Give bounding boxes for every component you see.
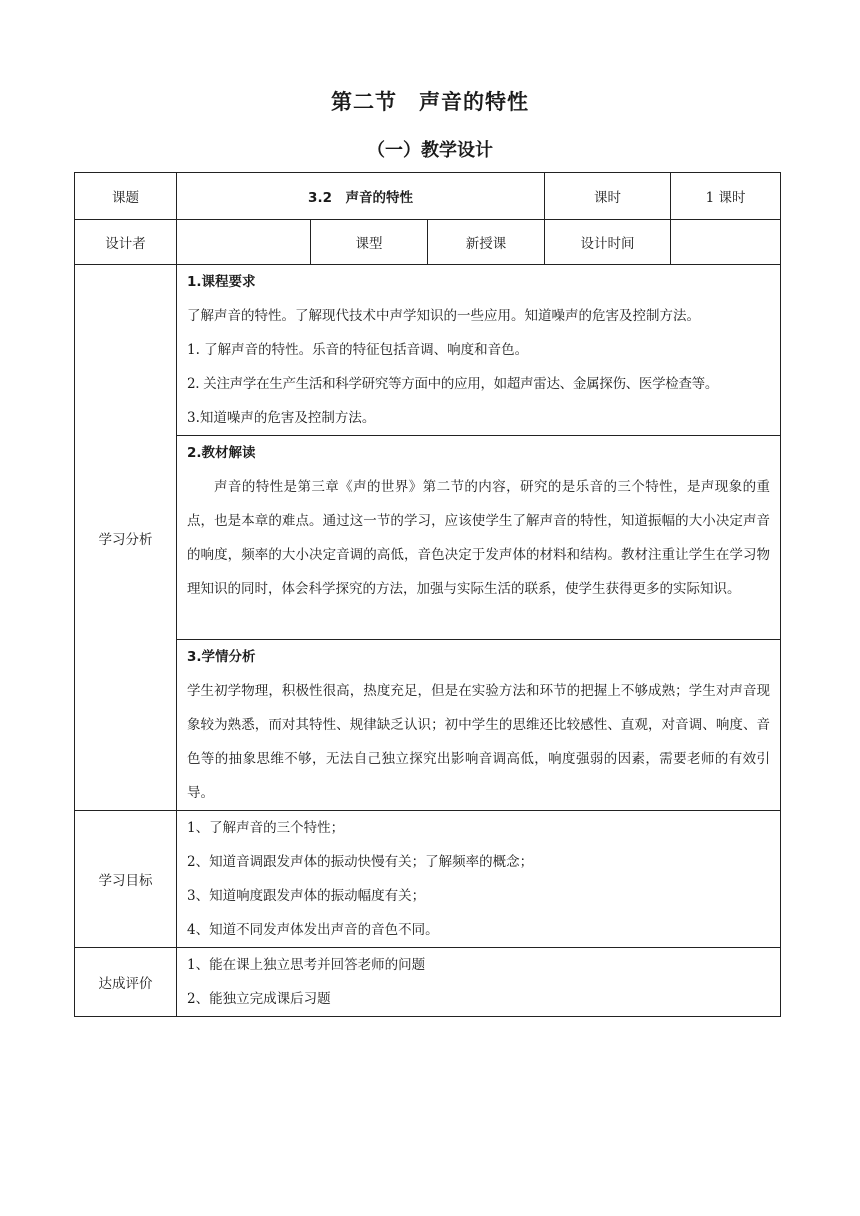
textbook-cell: [177, 436, 781, 640]
evaluation-item: 2、能独立完成课后习题: [187, 991, 331, 1007]
requirements-line: 3.知道噪声的危害及控制方法。: [187, 410, 376, 426]
topic-value: 3.2 声音的特性: [177, 173, 545, 220]
topic-label: 课题: [75, 173, 177, 220]
textbook-paragraph: 声音的特性是第三章《声的世界》第二节的内容，研究的是乐音的三个特性，是声现象的重点，也是本章的难点。通过这一节的学习，应该使学生了解声音的特性，知道振幅的大小决定声音的响度，频率的大小决定音调的高低，音色决定于发声体的材料和结构。教材注重让学生在学习物理知识的同时，体会科学探究的方法，加强与实际生活的联系，使学生获得更多的实际知识。: [187, 479, 771, 597]
page-title: 第二节 声音的特性: [331, 90, 529, 114]
design-time-label: 设计时间: [545, 220, 671, 265]
textbook-heading: 2.教材解读: [187, 445, 256, 461]
table-row-designer: [75, 220, 781, 265]
objective-item: 4、知道不同发声体发出声音的音色不同。: [187, 922, 439, 938]
type-label: 课型: [311, 220, 428, 265]
period-label: 课时: [545, 173, 671, 220]
objective-item: 1、了解声音的三个特性；: [187, 820, 345, 836]
designer-value: [177, 220, 311, 265]
period-value: 1 课时: [671, 173, 781, 220]
table-row-evaluation: [75, 948, 781, 1017]
requirements-cell: [177, 265, 781, 436]
students-heading: 3.学情分析: [187, 649, 256, 665]
objective-item: 2、知道音调跟发声体的振动快慢有关；了解频率的概念；: [187, 854, 534, 870]
table-row-requirements: [75, 265, 781, 436]
requirements-line: 1. 了解声音的特性。乐音的特征包括音调、响度和音色。: [187, 342, 529, 358]
students-cell: [177, 640, 781, 811]
evaluation-item: 1、能在课上独立思考并回答老师的问题: [187, 957, 426, 973]
table-row-students: [75, 640, 781, 811]
objective-item: 3、知道响度跟发声体的振动幅度有关；: [187, 888, 426, 904]
table-row-topic: [75, 173, 781, 220]
objectives-label: 学习目标: [75, 811, 177, 948]
requirements-line: 2. 关注声学在生产生活和科学研究等方面中的应用，如超声雷达、金属探伤、医学检查等。: [187, 376, 719, 392]
students-paragraph: 学生初学物理，积极性很高，热度充足，但是在实验方法和环节的把握上不够成熟；学生对声音现象较为熟悉，而对其特性、规律缺乏认识；初中学生的思维还比较感性、直观，对音调、响度、音色等的抽象思维不够，无法自己独立探究出影响音调高低，响度强弱的因素，需要老师的有效引导。: [187, 683, 771, 801]
evaluation-label: 达成评价: [75, 948, 177, 1017]
objectives-cell: [177, 811, 781, 948]
evaluation-cell: [177, 948, 781, 1017]
designer-label: 设计者: [75, 220, 177, 265]
analysis-label: 学习分析: [75, 265, 177, 811]
requirements-heading: 1.课程要求: [187, 274, 256, 290]
requirements-line: 了解声音的特性。了解现代技术中声学知识的一些应用。知道噪声的危害及控制方法。: [187, 308, 700, 324]
table-row-objectives: [75, 811, 781, 948]
table-row-textbook: [75, 436, 781, 640]
type-value: 新授课: [428, 220, 545, 265]
design-time-value: [671, 220, 781, 265]
lesson-plan-table: [74, 172, 781, 1017]
page-subtitle: （一）教学设计: [367, 140, 493, 161]
